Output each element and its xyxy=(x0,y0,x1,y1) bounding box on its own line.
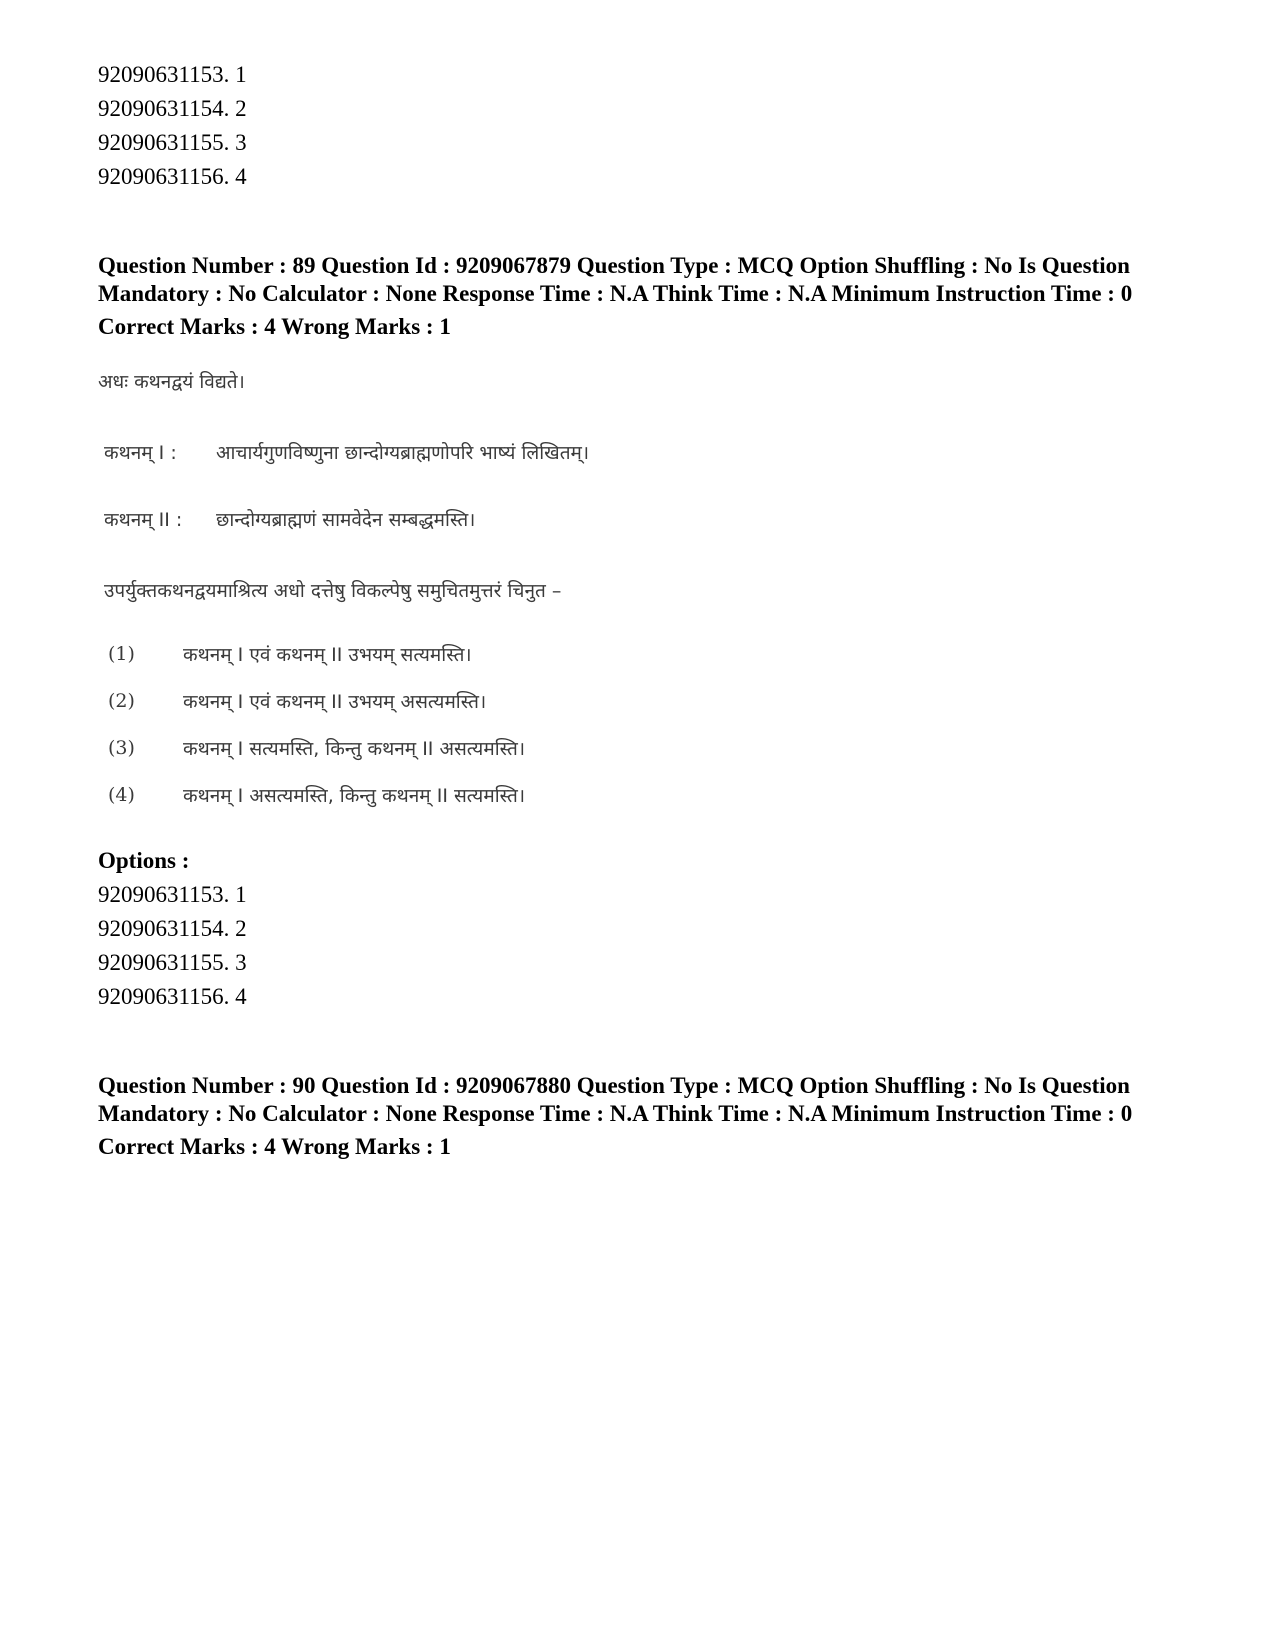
option-line: 92090631153. 1 xyxy=(98,882,247,907)
option-line: 92090631154. 2 xyxy=(98,916,247,941)
options-heading: Options : xyxy=(98,848,190,873)
choice-number: (3) xyxy=(108,736,135,759)
statement-2 xyxy=(98,485,1178,552)
options-list xyxy=(98,878,1178,1014)
instruction-text: उपर्युक्तकथनद्वयमाश्रित्य अधो दत्तेषु विकल्पेषु समुचितमुत्तरं चिनुत – xyxy=(104,580,562,602)
previous-question-options xyxy=(98,58,1178,194)
choice-item xyxy=(98,677,1178,724)
choice-number: (1) xyxy=(108,642,135,665)
question-89 xyxy=(98,252,1178,1014)
choice-text: कथनम् I सत्यमस्ति, किन्तु कथनम् II असत्यमस्ति। xyxy=(183,737,526,760)
choice-item xyxy=(98,630,1178,677)
question-marks: Correct Marks : 4 Wrong Marks : 1 xyxy=(98,1134,451,1159)
option-line: 92090631155. 3 xyxy=(98,130,247,155)
question-marks: Correct Marks : 4 Wrong Marks : 1 xyxy=(98,314,451,339)
question-body xyxy=(98,356,1178,818)
intro-text: अधः कथनद्वयं विद्यते। xyxy=(98,371,245,393)
option-line: 92090631153. 1 xyxy=(98,62,247,87)
question-90 xyxy=(98,1072,1178,1162)
question-intro xyxy=(98,356,1178,406)
statement-2-text: छान्दोग्यब्राह्मणं सामवेदेन सम्बद्धमस्ति। xyxy=(216,508,476,531)
choice-text: कथनम् I एवं कथनम् II उभयम् सत्यमस्ति। xyxy=(183,643,472,666)
choice-number: (2) xyxy=(108,689,135,712)
choice-text: कथनम् I एवं कथनम् II उभयम् असत्यमस्ति। xyxy=(183,690,487,713)
statement-1-label: कथनम् I : xyxy=(104,441,177,464)
statement-2-label: कथनम् II : xyxy=(104,508,183,531)
document-page xyxy=(98,58,1178,1162)
choice-item xyxy=(98,771,1178,818)
option-line: 92090631156. 4 xyxy=(98,164,247,189)
option-line: 92090631156. 4 xyxy=(98,984,247,1009)
option-line: 92090631155. 3 xyxy=(98,950,247,975)
question-meta: Question Number : 90 Question Id : 9209067880 Question Type : MCQ Option Shuffling : No Is Question Mandatory : No Calculator : None Response Time : N.A Think Time : N.A Minimum Instruction Time : 0 xyxy=(98,1073,1133,1126)
statement-1 xyxy=(98,418,1178,485)
question-instruction xyxy=(98,552,1178,628)
choice-number: (4) xyxy=(108,783,135,806)
statement-1-text: आचार्यगुणविष्णुना छान्दोग्यब्राह्मणोपरि भाष्यं लिखितम्। xyxy=(216,441,590,464)
question-meta: Question Number : 89 Question Id : 9209067879 Question Type : MCQ Option Shuffling : No Is Question Mandatory : No Calculator : None Response Time : N.A Think Time : N.A Minimum Instruction Time : 0 xyxy=(98,253,1133,306)
choice-item xyxy=(98,724,1178,771)
option-line: 92090631154. 2 xyxy=(98,96,247,121)
choice-text: कथनम् I असत्यमस्ति, किन्तु कथनम् II सत्यमस्ति। xyxy=(183,784,526,807)
